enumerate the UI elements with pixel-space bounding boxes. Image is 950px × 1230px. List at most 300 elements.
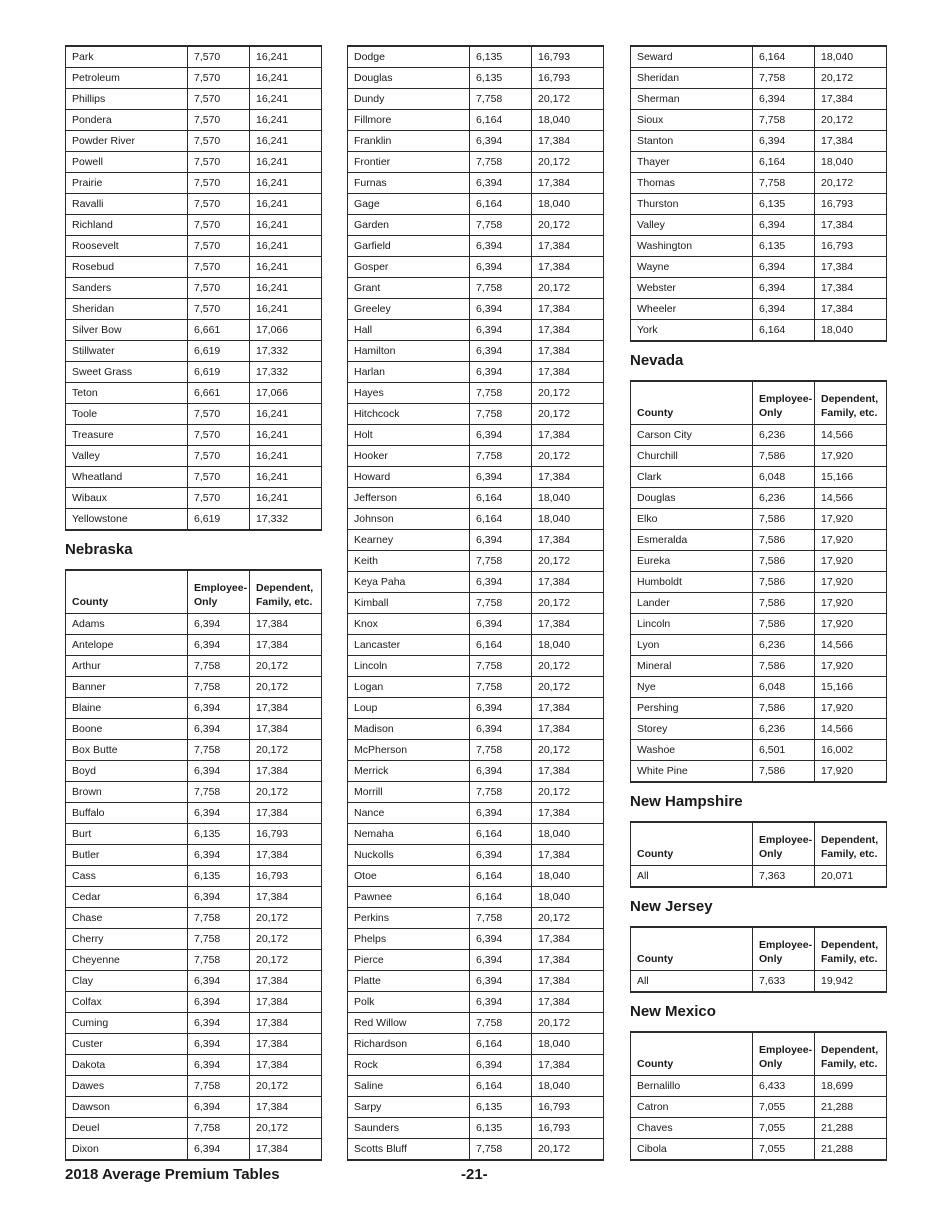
dependent-cell: 16,793: [815, 236, 887, 257]
employee-only-cell: 7,586: [753, 530, 815, 551]
employee-only-cell: 7,758: [470, 782, 532, 803]
table-row: [348, 404, 604, 425]
county-cell: Wibaux: [66, 488, 188, 509]
dependent-cell: 17,384: [532, 257, 604, 278]
dependent-cell: 16,241: [250, 299, 322, 320]
employee-only-cell: 6,394: [753, 257, 815, 278]
state-heading-nebraska: Nebraska: [65, 541, 133, 558]
county-cell: Boyd: [66, 761, 188, 782]
dependent-cell: 18,040: [532, 509, 604, 530]
county-cell: Wheeler: [631, 299, 753, 320]
county-cell: Box Butte: [66, 740, 188, 761]
employee-only-cell: 7,570: [188, 194, 250, 215]
county-cell: Antelope: [66, 635, 188, 656]
table-row: [66, 299, 322, 320]
county-cell: Cheyenne: [66, 950, 188, 971]
employee-only-cell: 7,758: [753, 173, 815, 194]
dependent-cell: 17,384: [532, 698, 604, 719]
employee-only-cell: 6,394: [470, 950, 532, 971]
table-header-row: [631, 1032, 887, 1076]
table-row: [348, 278, 604, 299]
table-row: [348, 971, 604, 992]
dependent-cell: 16,241: [250, 257, 322, 278]
county-cell: Thomas: [631, 173, 753, 194]
employee-only-cell: 7,758: [188, 656, 250, 677]
dependent-cell: 17,920: [815, 656, 887, 677]
employee-only-cell: 7,758: [188, 950, 250, 971]
table-row: [66, 887, 322, 908]
table-row: [631, 425, 887, 446]
table-row: [66, 236, 322, 257]
county-cell: Douglas: [631, 488, 753, 509]
county-cell: Grant: [348, 278, 470, 299]
county-cell: Howard: [348, 467, 470, 488]
dependent-cell: 16,002: [815, 740, 887, 761]
county-cell: Platte: [348, 971, 470, 992]
employee-only-cell: 6,394: [470, 530, 532, 551]
table-row: [631, 635, 887, 656]
employee-only-cell: 7,758: [470, 551, 532, 572]
employee-only-cell: 6,236: [753, 635, 815, 656]
employee-only-cell: 7,758: [188, 740, 250, 761]
dependent-cell: 16,241: [250, 236, 322, 257]
state-heading-new-hampshire: New Hampshire: [630, 793, 743, 810]
employee-only-cell: 6,394: [753, 131, 815, 152]
table-row: [631, 215, 887, 236]
column-header-county: County: [631, 1032, 753, 1076]
county-cell: Roosevelt: [66, 236, 188, 257]
employee-only-cell: 6,164: [470, 887, 532, 908]
employee-only-cell: 6,164: [470, 1076, 532, 1097]
state-heading-nevada: Nevada: [630, 352, 684, 369]
employee-only-cell: 6,501: [753, 740, 815, 761]
county-cell: Sheridan: [631, 68, 753, 89]
county-cell: Loup: [348, 698, 470, 719]
employee-only-cell: 7,570: [188, 278, 250, 299]
dependent-cell: 20,172: [532, 677, 604, 698]
table-row: [66, 824, 322, 845]
table-row: [348, 656, 604, 677]
table-row: [66, 173, 322, 194]
dependent-cell: 18,040: [532, 887, 604, 908]
table-row: [66, 404, 322, 425]
column-1: [65, 45, 320, 1161]
employee-only-cell: 7,758: [470, 89, 532, 110]
dependent-cell: 16,241: [250, 488, 322, 509]
table-row: [66, 740, 322, 761]
employee-only-cell: 6,394: [470, 803, 532, 824]
employee-only-cell: 6,619: [188, 362, 250, 383]
county-cell: Merrick: [348, 761, 470, 782]
employee-only-cell: 6,394: [470, 257, 532, 278]
table-row: [66, 110, 322, 131]
table-row: [348, 761, 604, 782]
dependent-cell: 17,920: [815, 761, 887, 783]
employee-only-cell: 7,758: [188, 929, 250, 950]
dependent-cell: 16,241: [250, 278, 322, 299]
employee-only-cell: 7,758: [470, 1139, 532, 1161]
employee-only-cell: 6,394: [470, 1055, 532, 1076]
county-cell: Knox: [348, 614, 470, 635]
column-header-dependent: Dependent, Family, etc.: [250, 570, 322, 614]
table-row: [66, 215, 322, 236]
dependent-cell: 20,172: [250, 740, 322, 761]
employee-only-cell: 6,164: [753, 320, 815, 342]
employee-only-cell: 7,570: [188, 446, 250, 467]
dependent-cell: 17,384: [250, 971, 322, 992]
dependent-cell: 16,793: [250, 824, 322, 845]
table-row: [348, 383, 604, 404]
county-cell: Kimball: [348, 593, 470, 614]
table-row: [66, 908, 322, 929]
county-cell: Garden: [348, 215, 470, 236]
employee-only-cell: 6,394: [470, 929, 532, 950]
employee-only-cell: 6,135: [470, 46, 532, 68]
county-cell: Dawson: [66, 1097, 188, 1118]
employee-only-cell: 7,758: [470, 152, 532, 173]
dependent-cell: 18,040: [532, 866, 604, 887]
employee-only-cell: 6,394: [188, 1139, 250, 1161]
employee-only-cell: 6,394: [470, 320, 532, 341]
dependent-cell: 20,172: [250, 782, 322, 803]
table-row: [348, 467, 604, 488]
employee-only-cell: 6,394: [470, 992, 532, 1013]
employee-only-cell: 6,135: [470, 1118, 532, 1139]
employee-only-cell: 6,394: [188, 1034, 250, 1055]
table-row: [348, 803, 604, 824]
county-cell: Nye: [631, 677, 753, 698]
employee-only-cell: 6,135: [470, 1097, 532, 1118]
column-header-county: County: [631, 822, 753, 866]
county-cell: Clay: [66, 971, 188, 992]
county-cell: Phillips: [66, 89, 188, 110]
county-cell: Franklin: [348, 131, 470, 152]
dependent-cell: 20,172: [532, 1139, 604, 1161]
county-cell: Kearney: [348, 530, 470, 551]
table-row: [348, 719, 604, 740]
employee-only-cell: 7,055: [753, 1139, 815, 1161]
employee-only-cell: 6,394: [753, 89, 815, 110]
county-cell: Seward: [631, 46, 753, 68]
county-cell: McPherson: [348, 740, 470, 761]
county-cell: Greeley: [348, 299, 470, 320]
county-cell: Harlan: [348, 362, 470, 383]
county-cell: Sweet Grass: [66, 362, 188, 383]
employee-only-cell: 6,394: [470, 761, 532, 782]
dependent-cell: 17,384: [532, 761, 604, 782]
employee-only-cell: 6,661: [188, 320, 250, 341]
table-row: [66, 509, 322, 531]
table-row: [348, 68, 604, 89]
county-cell: Eureka: [631, 551, 753, 572]
county-cell: Sheridan: [66, 299, 188, 320]
employee-only-cell: 7,758: [470, 908, 532, 929]
table-row: [66, 845, 322, 866]
county-cell: Nemaha: [348, 824, 470, 845]
new-mexico-table: [630, 1031, 887, 1161]
table-row: [348, 593, 604, 614]
employee-only-cell: 7,758: [188, 677, 250, 698]
dependent-cell: 16,793: [532, 68, 604, 89]
dependent-cell: 17,384: [250, 1097, 322, 1118]
dependent-cell: 17,384: [250, 1013, 322, 1034]
dependent-cell: 20,172: [532, 404, 604, 425]
column-header-employee-only: Employee-Only: [753, 381, 815, 425]
dependent-cell: 16,241: [250, 68, 322, 89]
county-cell: Petroleum: [66, 68, 188, 89]
employee-only-cell: 7,586: [753, 551, 815, 572]
table-row: [66, 1034, 322, 1055]
dependent-cell: 17,384: [815, 215, 887, 236]
dependent-cell: 20,071: [815, 866, 887, 888]
dependent-cell: 17,384: [815, 89, 887, 110]
table-row: [66, 383, 322, 404]
employee-only-cell: 6,048: [753, 677, 815, 698]
column-header-county: County: [631, 927, 753, 971]
table-header-row: [66, 570, 322, 614]
table-row: [66, 152, 322, 173]
table-row: [66, 1013, 322, 1034]
dependent-cell: 17,384: [815, 131, 887, 152]
dependent-cell: 17,384: [532, 929, 604, 950]
county-cell: Storey: [631, 719, 753, 740]
column-header-county: County: [66, 570, 188, 614]
table-row: [631, 740, 887, 761]
table-row: [348, 362, 604, 383]
dependent-cell: 18,040: [532, 194, 604, 215]
employee-only-cell: 6,619: [188, 509, 250, 531]
dependent-cell: 20,172: [250, 908, 322, 929]
dependent-cell: 17,066: [250, 320, 322, 341]
county-cell: Hamilton: [348, 341, 470, 362]
county-cell: Prairie: [66, 173, 188, 194]
nevada-table: [630, 380, 887, 783]
employee-only-cell: 6,394: [188, 635, 250, 656]
table-row: [66, 341, 322, 362]
employee-only-cell: 6,394: [470, 299, 532, 320]
table-row: [631, 46, 887, 68]
employee-only-cell: 7,586: [753, 593, 815, 614]
table-row: [348, 551, 604, 572]
dependent-cell: 17,384: [532, 845, 604, 866]
county-cell: Dodge: [348, 46, 470, 68]
dependent-cell: 21,288: [815, 1139, 887, 1161]
table-row: [348, 509, 604, 530]
table-row: [631, 719, 887, 740]
table-row: [66, 257, 322, 278]
table-row: [348, 845, 604, 866]
table-row: [631, 488, 887, 509]
employee-only-cell: 6,394: [470, 131, 532, 152]
column-header-employee-only: Employee-Only: [753, 1032, 815, 1076]
employee-only-cell: 7,758: [753, 110, 815, 131]
table-row: [66, 89, 322, 110]
dependent-cell: 18,040: [532, 110, 604, 131]
dependent-cell: 20,172: [532, 446, 604, 467]
column-3: [630, 45, 885, 1161]
dependent-cell: 18,040: [532, 488, 604, 509]
employee-only-cell: 6,394: [188, 698, 250, 719]
county-cell: Mineral: [631, 656, 753, 677]
county-cell: Hitchcock: [348, 404, 470, 425]
employee-only-cell: 6,236: [753, 425, 815, 446]
county-cell: Hayes: [348, 383, 470, 404]
dependent-cell: 16,793: [532, 1118, 604, 1139]
county-cell: Dixon: [66, 1139, 188, 1161]
county-cell: Bernalillo: [631, 1076, 753, 1097]
dependent-cell: 18,699: [815, 1076, 887, 1097]
employee-only-cell: 7,570: [188, 215, 250, 236]
county-cell: Powder River: [66, 131, 188, 152]
dependent-cell: 20,172: [250, 1076, 322, 1097]
county-cell: Valley: [66, 446, 188, 467]
table-row: [631, 656, 887, 677]
employee-only-cell: 7,570: [188, 131, 250, 152]
table-row: [631, 1097, 887, 1118]
county-cell: Butler: [66, 845, 188, 866]
table-row: [348, 341, 604, 362]
county-cell: Wayne: [631, 257, 753, 278]
table-row: [631, 1139, 887, 1161]
table-row: [631, 68, 887, 89]
county-cell: All: [631, 971, 753, 993]
dependent-cell: 16,241: [250, 131, 322, 152]
employee-only-cell: 6,394: [188, 719, 250, 740]
new-hampshire-table: [630, 821, 887, 888]
nebraska-table-continued: [347, 45, 604, 1161]
employee-only-cell: 7,570: [188, 236, 250, 257]
employee-only-cell: 6,164: [470, 194, 532, 215]
employee-only-cell: 6,236: [753, 719, 815, 740]
dependent-cell: 17,384: [532, 467, 604, 488]
employee-only-cell: 7,586: [753, 656, 815, 677]
county-cell: Keith: [348, 551, 470, 572]
table-row: [348, 257, 604, 278]
table-row: [631, 299, 887, 320]
employee-only-cell: 6,394: [188, 887, 250, 908]
table-row: [631, 110, 887, 131]
table-row: [631, 1118, 887, 1139]
employee-only-cell: 6,394: [753, 299, 815, 320]
employee-only-cell: 6,619: [188, 341, 250, 362]
column-2: [347, 45, 602, 1161]
state-heading-new-jersey: New Jersey: [630, 898, 713, 915]
table-row: [66, 68, 322, 89]
table-row: [631, 761, 887, 783]
table-row: [66, 635, 322, 656]
dependent-cell: 17,384: [532, 341, 604, 362]
employee-only-cell: 6,394: [188, 992, 250, 1013]
dependent-cell: 16,793: [532, 1097, 604, 1118]
column-header-county: County: [631, 381, 753, 425]
dependent-cell: 15,166: [815, 467, 887, 488]
employee-only-cell: 7,570: [188, 257, 250, 278]
county-cell: Morrill: [348, 782, 470, 803]
table-row: [66, 656, 322, 677]
nebraska-table-continued-2: [630, 45, 887, 342]
dependent-cell: 20,172: [532, 908, 604, 929]
table-row: [66, 719, 322, 740]
dependent-cell: 17,384: [250, 803, 322, 824]
column-header-dependent: Dependent, Family, etc.: [815, 381, 887, 425]
dependent-cell: 17,384: [532, 1055, 604, 1076]
employee-only-cell: 6,394: [470, 698, 532, 719]
county-cell: Cibola: [631, 1139, 753, 1161]
table-row: [631, 173, 887, 194]
dependent-cell: 17,384: [532, 173, 604, 194]
dependent-cell: 20,172: [532, 152, 604, 173]
employee-only-cell: 6,135: [753, 194, 815, 215]
county-cell: Lincoln: [631, 614, 753, 635]
dependent-cell: 17,066: [250, 383, 322, 404]
dependent-cell: 17,384: [532, 614, 604, 635]
county-cell: Cherry: [66, 929, 188, 950]
table-header-row: [631, 822, 887, 866]
dependent-cell: 14,566: [815, 635, 887, 656]
dependent-cell: 17,920: [815, 698, 887, 719]
dependent-cell: 17,384: [532, 362, 604, 383]
employee-only-cell: 7,758: [470, 215, 532, 236]
table-row: [631, 152, 887, 173]
table-row: [631, 971, 887, 993]
table-row: [631, 320, 887, 342]
employee-only-cell: 7,570: [188, 68, 250, 89]
employee-only-cell: 7,758: [470, 677, 532, 698]
table-row: [348, 698, 604, 719]
table-row: [348, 635, 604, 656]
table-row: [348, 614, 604, 635]
employee-only-cell: 6,164: [470, 488, 532, 509]
employee-only-cell: 7,570: [188, 89, 250, 110]
table-row: [66, 929, 322, 950]
employee-only-cell: 7,633: [753, 971, 815, 993]
county-cell: Sioux: [631, 110, 753, 131]
employee-only-cell: 6,394: [188, 971, 250, 992]
employee-only-cell: 7,570: [188, 110, 250, 131]
dependent-cell: 17,920: [815, 614, 887, 635]
table-row: [66, 950, 322, 971]
dependent-cell: 20,172: [532, 782, 604, 803]
column-header-employee-only: Employee-Only: [753, 927, 815, 971]
dependent-cell: 17,332: [250, 509, 322, 531]
county-cell: Douglas: [348, 68, 470, 89]
county-cell: Ravalli: [66, 194, 188, 215]
table-row: [66, 1055, 322, 1076]
dependent-cell: 18,040: [532, 824, 604, 845]
dependent-cell: 17,332: [250, 362, 322, 383]
county-cell: Saunders: [348, 1118, 470, 1139]
dependent-cell: 16,241: [250, 194, 322, 215]
county-cell: Madison: [348, 719, 470, 740]
table-row: [348, 1055, 604, 1076]
county-cell: Carson City: [631, 425, 753, 446]
dependent-cell: 17,920: [815, 530, 887, 551]
dependent-cell: 16,241: [250, 89, 322, 110]
table-row: [348, 929, 604, 950]
table-row: [348, 173, 604, 194]
county-cell: Perkins: [348, 908, 470, 929]
table-row: [66, 971, 322, 992]
county-cell: Stillwater: [66, 341, 188, 362]
county-cell: Sarpy: [348, 1097, 470, 1118]
table-row: [631, 257, 887, 278]
table-row: [348, 1034, 604, 1055]
dependent-cell: 17,384: [815, 299, 887, 320]
county-cell: Silver Bow: [66, 320, 188, 341]
county-cell: Rosebud: [66, 257, 188, 278]
dependent-cell: 17,384: [532, 530, 604, 551]
dependent-cell: 20,172: [532, 656, 604, 677]
